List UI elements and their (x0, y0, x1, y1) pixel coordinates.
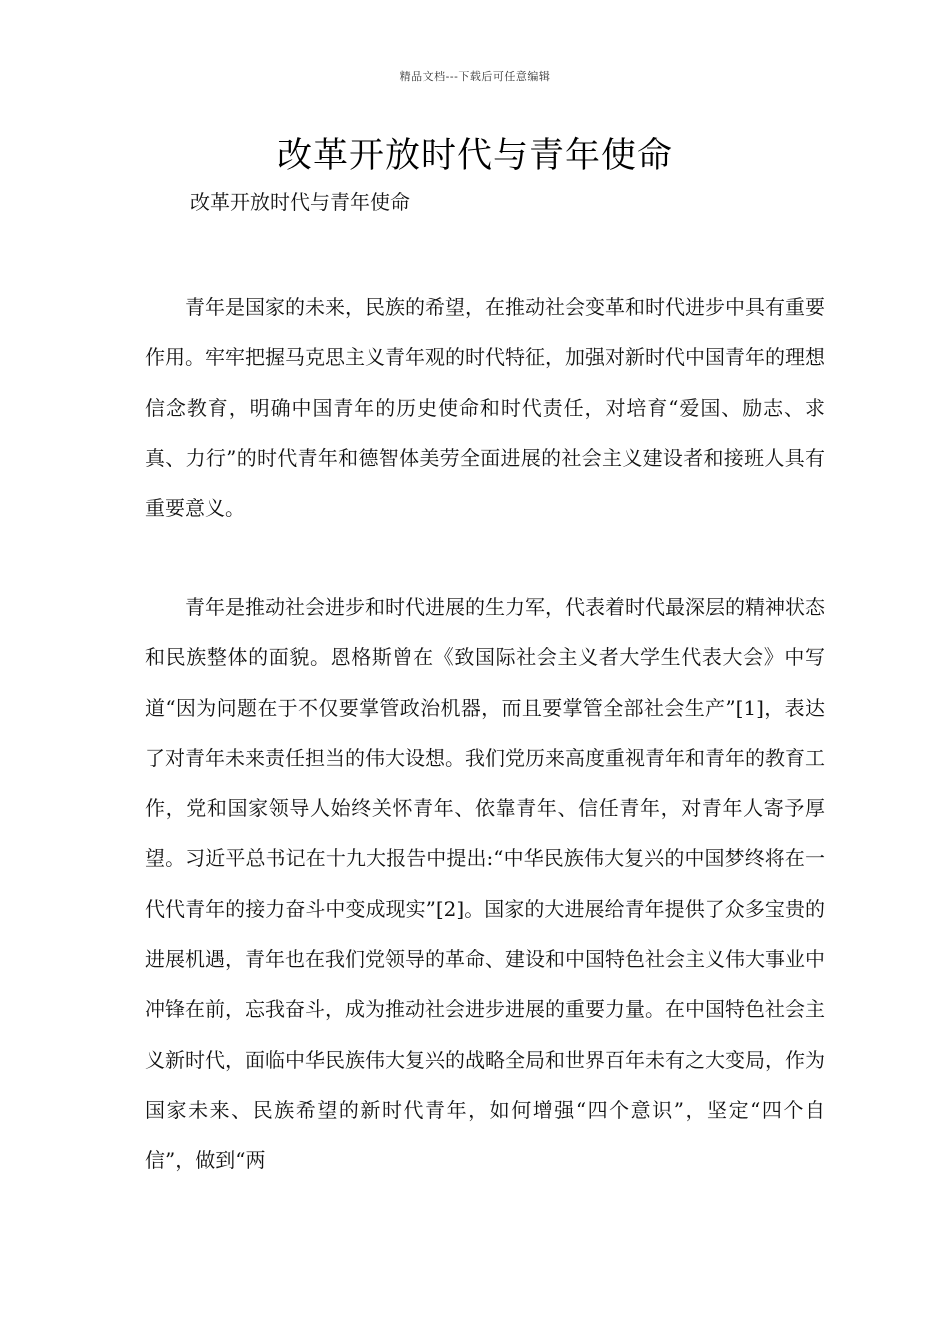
document-title: 改革开放时代与青年使命 (276, 136, 673, 176)
body-paragraph: 青年是推动社会进步和时代进展的生力军，代表着时代最深层的精神状态和民族整体的面貌。恩格斯曾在《致国际社会主义者大学生代表大会》中写道“因为问题在于不仅要掌管政治机器，而且要掌管全部社会生产”[1]，表达了对青年未来责任担当的伟大设想。我们党历来高度重视青年和青年的教育工作，党和国家领导人始终关怀青年、依靠青年、信任青年，对青年人寄予厚望。习近平总书记在十九大报告中提出:“中华民族伟大复兴的中国梦终将在一代代青年的接力奋斗中变成现实”[2]。国家的大进展给青年提供了众多宝贵的进展机遇，青年也在我们党领导的革命、建设和中国特色社会主义伟大事业中冲锋在前，忘我奋斗，成为推动社会进步进展的重要力量。在中国特色社会主义新时代，面临中华民族伟大复兴的战略全局和世界百年未有之大变局，作为国家未来、民族希望的新时代青年，如何增强“四个意识”，坚定“四个自信”，做到“两 (145, 595, 825, 1173)
document-subtitle: 改革开放时代与青年使命 (190, 190, 410, 214)
header-note: 精品文档---下载后可任意编辑 (399, 70, 551, 83)
body-paragraph: 青年是国家的未来，民族的希望，在推动社会变革和时代进步中具有重要作用。牢牢把握马克思主义青年观的时代特征，加强对新时代中国青年的理想信念教育，明确中国青年的历史使命和时代责任，对培育“爱国、励志、求真、力行”的时代青年和德智体美劳全面进展的社会主义建设者和接班人具有重要意义。 (145, 295, 825, 521)
